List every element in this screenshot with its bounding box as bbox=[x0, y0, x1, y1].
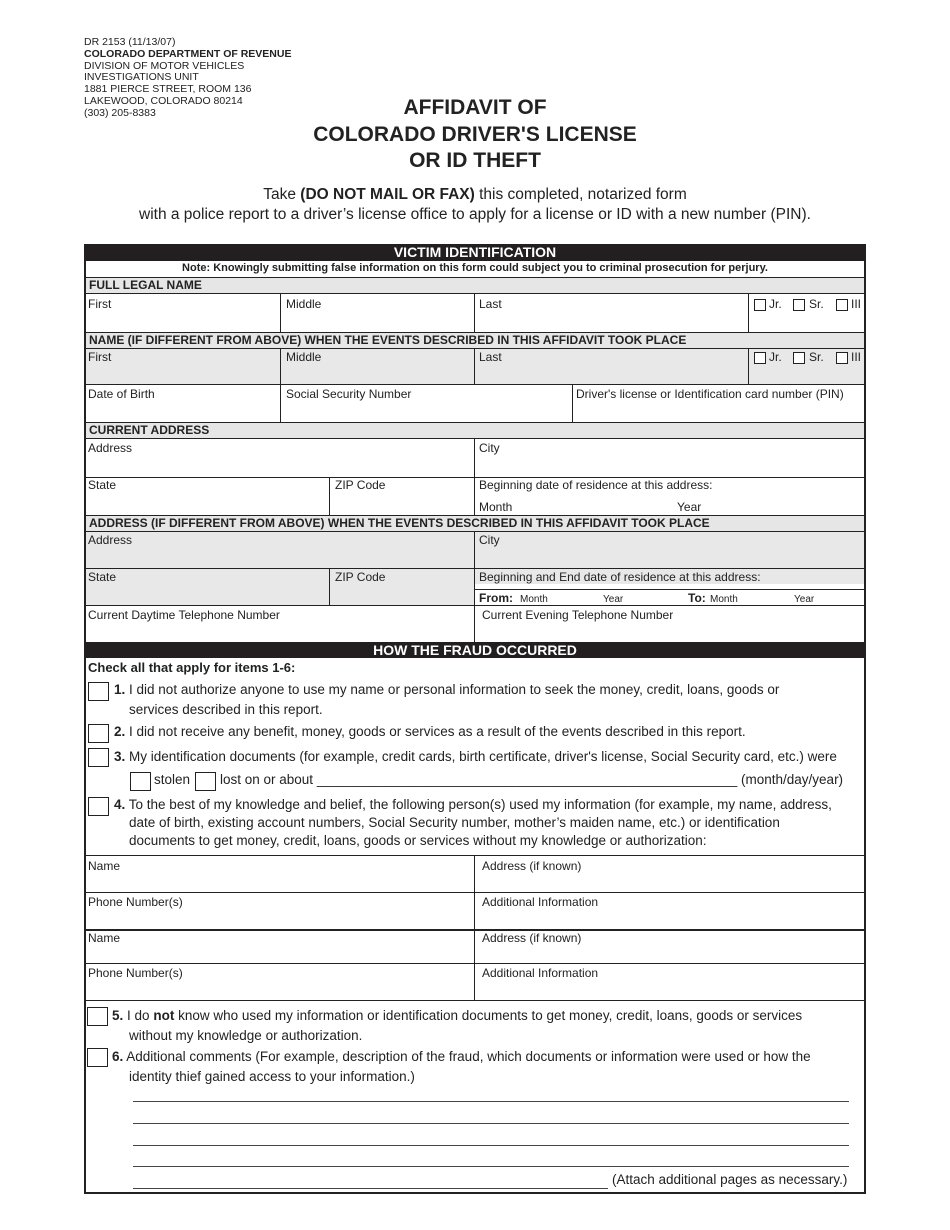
stolen-label: stolen bbox=[154, 772, 191, 787]
to-label: To: bbox=[688, 591, 706, 605]
person-1-address-field[interactable]: Address (if known) bbox=[482, 859, 582, 873]
jr-checkbox[interactable] bbox=[754, 299, 766, 311]
from-year-field[interactable]: Year bbox=[603, 594, 624, 605]
perjury-note: Note: Knowingly submitting false information on this form could subject you to criminal prosecution for perjury. bbox=[182, 262, 768, 274]
residence-begin-label: Beginning date of residence at this address: bbox=[479, 478, 713, 492]
divider bbox=[329, 477, 330, 516]
address-field[interactable]: Address bbox=[88, 441, 133, 455]
item-6-line-2: identity thief gained access to your information.) bbox=[129, 1069, 415, 1084]
item-5-post: know who used my information or identification documents to get money, credit, loans, goods or services bbox=[178, 1008, 803, 1023]
check-all-label: Check all that apply for items 1-6: bbox=[88, 660, 296, 675]
divider bbox=[474, 294, 475, 332]
evening-phone-field[interactable]: Current Evening Telephone Number bbox=[482, 608, 674, 622]
division-name: DIVISION OF MOTOR VEHICLES bbox=[84, 59, 245, 72]
instructions bbox=[0, 185, 950, 225]
divider bbox=[86, 568, 864, 569]
divider bbox=[474, 605, 475, 642]
current-address-header: CURRENT ADDRESS bbox=[86, 422, 864, 439]
prev-state-field[interactable]: State bbox=[88, 570, 117, 584]
item-6-line-1: Additional comments (For example, description of the fraud, which documents or information were used or how the bbox=[126, 1049, 811, 1064]
comment-line[interactable] bbox=[133, 1166, 849, 1167]
divider bbox=[86, 855, 864, 856]
person-1-name-field[interactable]: Name bbox=[88, 859, 121, 873]
divider bbox=[86, 477, 864, 478]
instr-line-2: with a police report to a driver’s license office to apply for a license or ID with a new number (PIN). bbox=[139, 206, 811, 223]
prev-iii-checkbox[interactable] bbox=[836, 352, 848, 364]
item-4-line-1: To the best of my knowledge and belief, the following person(s) used my information (for example, my name, address, bbox=[128, 797, 832, 812]
item-6-text bbox=[112, 1047, 862, 1087]
prev-sr-label: Sr. bbox=[809, 350, 824, 364]
item-6-checkbox[interactable] bbox=[87, 1048, 108, 1067]
from-month-field[interactable]: Month bbox=[520, 594, 548, 605]
item-5-number: 5. bbox=[112, 1008, 124, 1023]
person-2-address-field[interactable]: Address (if known) bbox=[482, 931, 582, 945]
divider bbox=[474, 855, 475, 1000]
divider bbox=[474, 589, 864, 590]
item-2-checkbox[interactable] bbox=[88, 724, 109, 743]
item-4-number: 4. bbox=[114, 797, 126, 812]
victim-section-header: VICTIM IDENTIFICATION bbox=[84, 244, 866, 261]
to-year-field[interactable]: Year bbox=[794, 594, 815, 605]
form-title bbox=[0, 95, 950, 175]
item-5-checkbox[interactable] bbox=[87, 1007, 108, 1026]
daytime-phone-field[interactable]: Current Daytime Telephone Number bbox=[88, 608, 280, 622]
dob-field[interactable]: Date of Birth bbox=[88, 387, 155, 401]
prev-sr-checkbox[interactable] bbox=[793, 352, 805, 364]
jr-label: Jr. bbox=[769, 297, 782, 311]
full-legal-name-header: FULL LEGAL NAME bbox=[86, 277, 864, 294]
divider bbox=[280, 384, 281, 422]
dl-number-field[interactable]: Driver's license or Identification card number (PIN) bbox=[576, 387, 844, 401]
divider bbox=[86, 1000, 864, 1001]
residence-month-field[interactable]: Month bbox=[479, 500, 513, 514]
prev-middle-name-field[interactable]: Middle bbox=[286, 350, 322, 364]
fraud-section-header: HOW THE FRAUD OCCURRED bbox=[84, 642, 866, 658]
title-line-1: AFFIDAVIT OF bbox=[403, 96, 547, 119]
from-label: From: bbox=[479, 591, 513, 605]
prev-jr-checkbox[interactable] bbox=[754, 352, 766, 364]
form-number: DR 2153 (11/13/07) bbox=[84, 36, 176, 48]
item-1-line-2: services described in this report. bbox=[129, 702, 323, 717]
prev-zip-field[interactable]: ZIP Code bbox=[335, 570, 386, 584]
sr-label: Sr. bbox=[809, 297, 824, 311]
item-4-line-3: documents to get money, credit, loans, goods or services without my knowledge or authorization: bbox=[129, 833, 707, 848]
person-2-phone-field[interactable]: Phone Number(s) bbox=[88, 966, 183, 980]
instr-rest: this completed, notarized form bbox=[479, 186, 687, 203]
divider bbox=[86, 892, 864, 893]
middle-name-field[interactable]: Middle bbox=[286, 297, 322, 311]
title-line-3: OR ID THEFT bbox=[409, 149, 541, 172]
item-2-number: 2. bbox=[114, 724, 126, 739]
shaded-row bbox=[86, 569, 329, 606]
divider bbox=[86, 605, 864, 606]
divider bbox=[86, 384, 864, 385]
item-3-line: My identification documents (for example, credit cards, birth certificate, driver's license, Social Security card, etc.) were bbox=[129, 749, 837, 764]
to-month-field[interactable]: Month bbox=[710, 594, 738, 605]
state-field[interactable]: State bbox=[88, 478, 117, 492]
prev-jr-label: Jr. bbox=[769, 350, 782, 364]
unit-name: INVESTIGATIONS UNIT bbox=[84, 71, 199, 84]
divider bbox=[748, 349, 749, 384]
item-3-number: 3. bbox=[114, 749, 126, 764]
item-5-pre: I do bbox=[127, 1008, 150, 1023]
comment-line[interactable] bbox=[133, 1101, 849, 1102]
street-address: 1881 PIERCE STREET, ROOM 136 bbox=[84, 83, 252, 96]
city-field[interactable]: City bbox=[479, 441, 500, 455]
sr-checkbox[interactable] bbox=[793, 299, 805, 311]
ssn-field[interactable]: Social Security Number bbox=[286, 387, 412, 401]
residence-begin-end-label: Beginning and End date of residence at this address: bbox=[479, 570, 761, 584]
stolen-checkbox[interactable] bbox=[130, 772, 151, 791]
divider bbox=[748, 294, 749, 332]
item-2-line: I did not receive any benefit, money, goods or services as a result of the events described in this report. bbox=[129, 724, 746, 739]
item-1-checkbox[interactable] bbox=[88, 682, 109, 701]
item-5-not: not bbox=[153, 1008, 175, 1023]
comment-line[interactable] bbox=[133, 1188, 608, 1189]
item-5-text bbox=[112, 1006, 862, 1046]
divider bbox=[280, 294, 281, 332]
item-1-number: 1. bbox=[114, 682, 126, 697]
prev-city-field[interactable]: City bbox=[479, 533, 500, 547]
item-5-line-2: without my knowledge or authorization. bbox=[129, 1028, 363, 1043]
item-6-number: 6. bbox=[112, 1049, 124, 1064]
divider bbox=[280, 349, 281, 384]
prev-last-name-field[interactable]: Last bbox=[479, 350, 502, 364]
agency-phone: (303) 205-8383 bbox=[84, 106, 156, 119]
instr-take: Take bbox=[263, 186, 296, 203]
person-2-info-field[interactable]: Additional Information bbox=[482, 966, 599, 980]
divider bbox=[572, 384, 573, 422]
divider bbox=[86, 929, 864, 931]
prev-iii-label: III bbox=[851, 350, 862, 364]
lost-date-field[interactable]: lost on or about ________________________________________________________ (month/day/year) bbox=[220, 772, 844, 787]
comment-line[interactable] bbox=[133, 1123, 849, 1124]
iii-checkbox[interactable] bbox=[836, 299, 848, 311]
item-3-text bbox=[114, 747, 864, 767]
name-if-different-header: NAME (IF DIFFERENT FROM ABOVE) WHEN THE EVENTS DESCRIBED IN THIS AFFIDAVIT TOOK PLACE bbox=[86, 332, 864, 349]
lost-checkbox[interactable] bbox=[195, 772, 216, 791]
item-1-text bbox=[114, 680, 864, 720]
divider bbox=[474, 532, 475, 606]
person-2-name-field[interactable]: Name bbox=[88, 931, 121, 945]
divider bbox=[329, 568, 330, 606]
department-name: COLORADO DEPARTMENT OF REVENUE bbox=[84, 47, 292, 60]
item-4-text bbox=[114, 796, 864, 850]
divider bbox=[86, 963, 864, 964]
attach-note: (Attach additional pages as necessary.) bbox=[612, 1172, 848, 1187]
last-name-field[interactable]: Last bbox=[479, 297, 502, 311]
item-3-checkbox[interactable] bbox=[88, 748, 109, 767]
person-1-phone-field[interactable]: Phone Number(s) bbox=[88, 895, 183, 909]
item-1-line-1: I did not authorize anyone to use my name or personal information to seek the money, credit, loans, goods or bbox=[129, 682, 780, 697]
prev-first-name-field[interactable]: First bbox=[88, 350, 112, 364]
title-line-2: COLORADO DRIVER'S LICENSE bbox=[313, 122, 637, 146]
prev-address-field[interactable]: Address bbox=[88, 533, 133, 547]
person-1-info-field[interactable]: Additional Information bbox=[482, 895, 599, 909]
city-address: LAKEWOOD, COLORADO 80214 bbox=[84, 94, 243, 107]
zip-field[interactable]: ZIP Code bbox=[335, 478, 386, 492]
item-4-line-2: date of birth, existing account numbers, Social Security number, mother’s maiden name, etc.) or identification bbox=[129, 815, 780, 830]
item-2-text bbox=[114, 722, 864, 742]
comment-line[interactable] bbox=[133, 1145, 849, 1146]
residence-year-field[interactable]: Year bbox=[677, 500, 702, 514]
instr-bold: (DO NOT MAIL OR FAX) bbox=[300, 186, 475, 203]
first-name-field[interactable]: First bbox=[88, 297, 112, 311]
address-if-different-header: ADDRESS (IF DIFFERENT FROM ABOVE) WHEN THE EVENTS DESCRIBED IN THIS AFFIDAVIT TOOK PLACE bbox=[86, 515, 864, 532]
item-4-checkbox[interactable] bbox=[88, 797, 109, 816]
iii-label: III bbox=[851, 297, 862, 311]
divider bbox=[474, 349, 475, 384]
